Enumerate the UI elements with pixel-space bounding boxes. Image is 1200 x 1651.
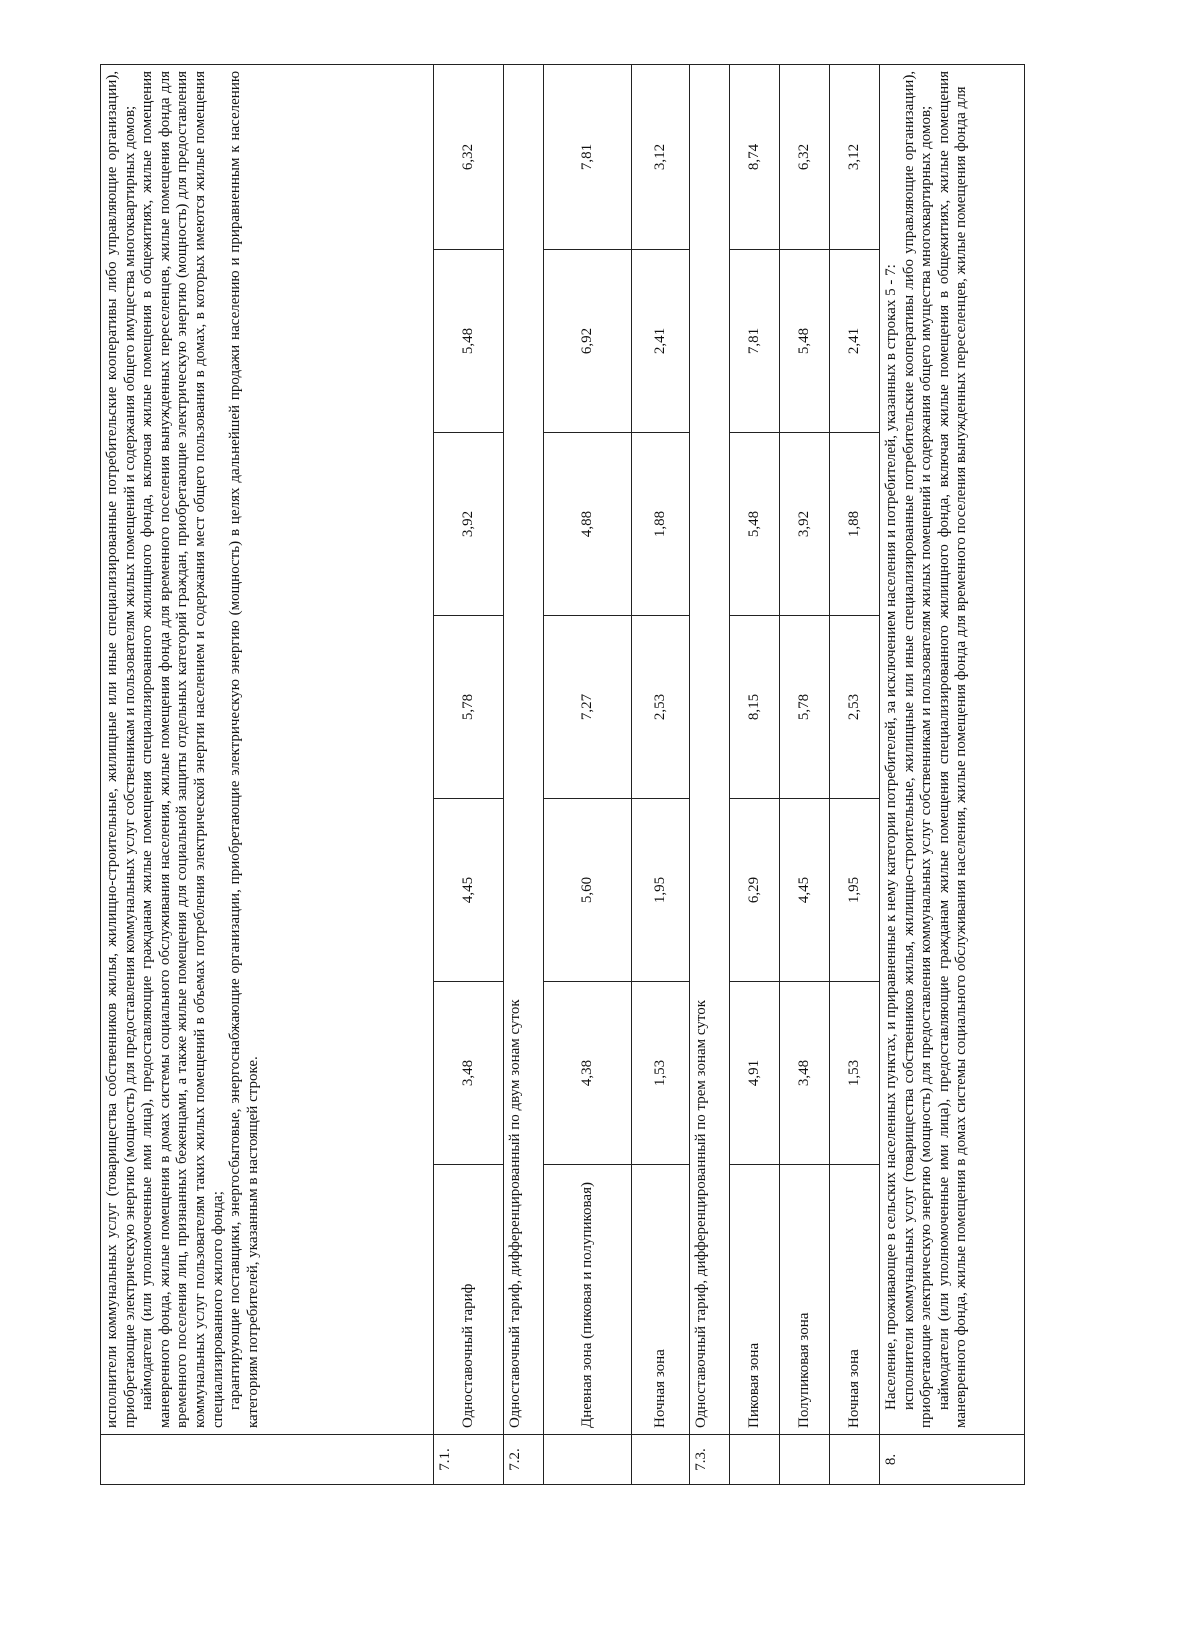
tariff-value: 3,12 (632, 64, 690, 249)
row-number (544, 1435, 632, 1485)
row-number (780, 1435, 830, 1485)
tariff-value: 3,92 (434, 433, 504, 616)
tariff-value: 6,92 (544, 250, 632, 433)
table-row-section (690, 64, 730, 1484)
tariff-table (100, 64, 1025, 1485)
tariff-value: 3,92 (780, 433, 830, 616)
tariff-value: 1,53 (632, 982, 690, 1165)
table-row (544, 64, 632, 1484)
tariff-value: 2,53 (830, 616, 880, 799)
table-row (632, 64, 690, 1484)
table-row-header-text (101, 64, 434, 1484)
row-label: Полупиковая зона (780, 1165, 830, 1435)
row-number-cell (101, 1435, 434, 1485)
tariff-value: 3,48 (434, 982, 504, 1165)
tariff-value: 8,15 (730, 616, 780, 799)
tariff-value: 5,78 (434, 616, 504, 799)
row-number: 7.2. (504, 1435, 544, 1485)
tariff-value: 4,91 (730, 982, 780, 1165)
tariff-value: 1,95 (830, 799, 880, 982)
table-row (730, 64, 780, 1484)
section-title: Одноставочный тариф, дифференцированный по трем зонам суток (690, 64, 730, 1434)
tariff-value: 4,38 (544, 982, 632, 1165)
row-label: Дневная зона (пиковая и полупиковая) (544, 1165, 632, 1435)
row-number (830, 1435, 880, 1485)
tariff-value: 4,88 (544, 433, 632, 616)
table-row (780, 64, 830, 1484)
tariff-value: 5,48 (434, 250, 504, 433)
tariff-value: 6,32 (434, 64, 504, 249)
consumers-description-cell (101, 64, 434, 1434)
tariff-value: 3,48 (780, 982, 830, 1165)
rural-population-description-cell (880, 64, 1025, 1434)
table-row-section (504, 64, 544, 1484)
row-label: Ночная зона (830, 1165, 880, 1435)
tariff-value: 3,12 (830, 64, 880, 249)
row-label: Пиковая зона (730, 1165, 780, 1435)
row-label: Одноставочный тариф (434, 1165, 504, 1435)
tariff-value: 4,45 (780, 799, 830, 982)
paragraph: гарантирующие поставщики, энергосбытовые, энергоснабжающие организации, приобретающие электрическую энергию (мощность) в целях дальнейшей продажи населению и приравненным к населению категориям потребителей, указанным в настоящей строке. (227, 70, 261, 1428)
tariff-value: 1,88 (632, 433, 690, 616)
rotated-tariff-table (100, 65, 1025, 1485)
tariff-value: 6,32 (780, 64, 830, 249)
tariff-value: 1,53 (830, 982, 880, 1165)
paragraph: наймодатели (или уполномоченные ими лица), предоставляющие гражданам жилые помещения специализированного жилищного фонда, включая жилые помещения в общежитиях, жилые помещения маневренного фонда, жилые помещения в домах системы социального обслуживания населения, жилые помещения фонда для временного поселения вынужденных переселенцев, жилые помещения фонда для временного поселения лиц, признанных беженцами, а также жилые помещения для социальной защиты отдельных категорий граждан, приобретающие электрическую энергию (мощность) для предоставления коммунальных услуг пользователям таких жилых помещений в объемах потребления электрической энергии населением и содержания мест общего пользования в домах, в которых имеются жилые помещения специализированного жилого фонда; (139, 70, 226, 1428)
tariff-value: 5,78 (780, 616, 830, 799)
tariff-value: 2,41 (632, 250, 690, 433)
row-number (632, 1435, 690, 1485)
tariff-value: 4,45 (434, 799, 504, 982)
paragraph: наймодатели (или уполномоченные ими лица), предоставляющие гражданам жилые помещения специализированного жилищного фонда, включая жилые помещения в общежитиях, жилые помещения маневренного фонда, жилые помещения в домах системы социального обслуживания населения, жилые помещения фонда для временного поселения вынужденных переселенцев, жилые помещения фонда для (935, 70, 970, 1428)
tariff-value: 8,74 (730, 64, 780, 249)
row-number: 8. (880, 1435, 1025, 1485)
tariff-value: 7,81 (544, 64, 632, 249)
tariff-value: 2,53 (632, 616, 690, 799)
tariff-value: 5,48 (780, 250, 830, 433)
row-number: 7.1. (434, 1435, 504, 1485)
table-row-8 (880, 64, 1025, 1484)
tariff-value: 1,88 (830, 433, 880, 616)
tariff-value: 2,41 (830, 250, 880, 433)
tariff-value: 1,95 (632, 799, 690, 982)
paragraph: Население, проживающее в сельских населенных пунктах, и приравненные к нему категории потребителей, за исключением населения и потребителей, указанных в строках 5 - 7: (883, 264, 899, 1410)
table-row (434, 64, 504, 1484)
row-number: 7.3. (690, 1435, 730, 1485)
paragraph: исполнители коммунальных услуг (товарищества собственников жилья, жилищно-строительные, жилищные или иные специализированные потребительские кооперативы либо управляющие организации), приобретающие электрическую энергию (мощность) для предоставления коммунальных услуг собственникам и пользователям жилых помещений и содержания общего имущества многоквартирных домов; (104, 70, 138, 1428)
table-row (830, 64, 880, 1484)
section-title: Одноставочный тариф, дифференцированный по двум зонам суток (504, 64, 544, 1434)
row-label: Ночная зона (632, 1165, 690, 1435)
tariff-value: 5,60 (544, 799, 632, 982)
tariff-value: 5,48 (730, 433, 780, 616)
tariff-value: 7,27 (544, 616, 632, 799)
tariff-value: 6,29 (730, 799, 780, 982)
row-number (730, 1435, 780, 1485)
tariff-value: 7,81 (730, 250, 780, 433)
paragraph: исполнители коммунальных услуг (товарищества собственников жилья, жилищно-строительные, жилищные или иные специализированные потребительские кооперативы либо управляющие организации), приобретающие электрическую энергию (мощность) для предоставления коммунальных услуг собственникам и пользователям жилых помещений и содержания общего имущества многоквартирных домов; (900, 70, 935, 1428)
